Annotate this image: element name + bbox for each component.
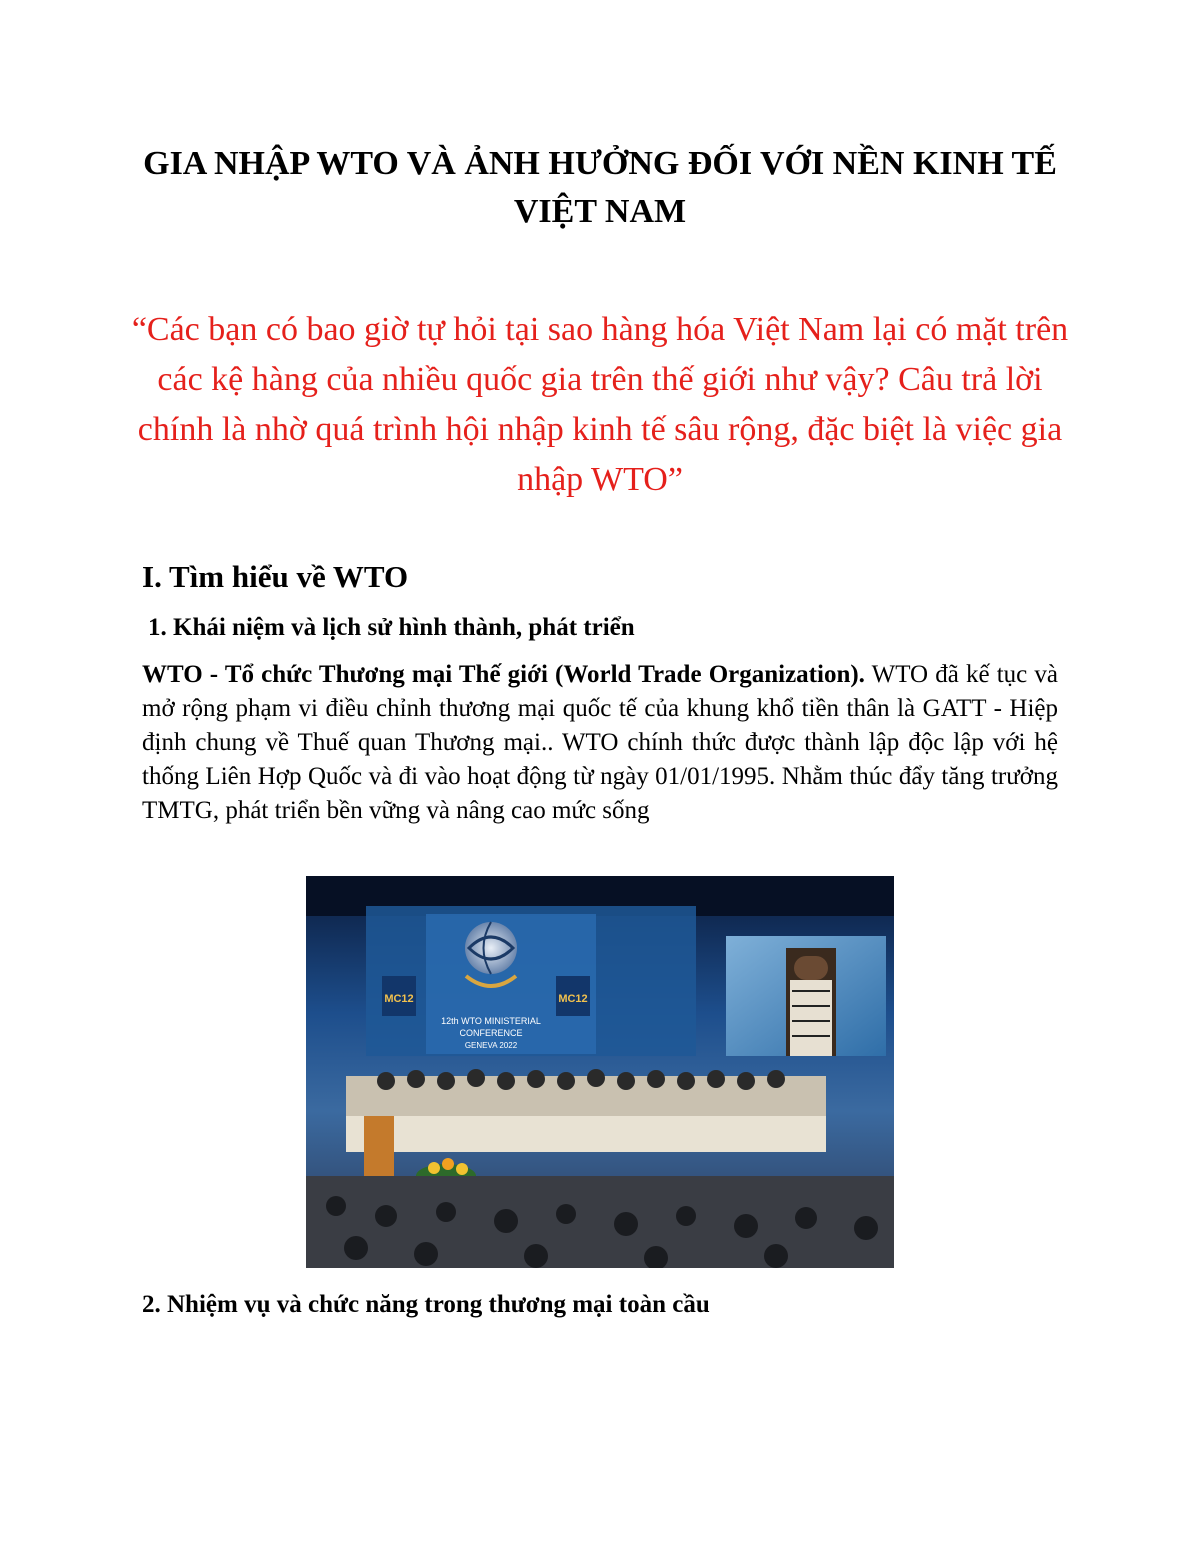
subsection-heading-concept: 1. Khái niệm và lịch sử hình thành, phát triển <box>148 614 635 641</box>
subsection-heading-functions: 2. Nhiệm vụ và chức năng trong thương mại toàn cầu <box>142 1291 710 1318</box>
document-title: GIA NHẬP WTO VÀ ẢNH HƯỞNG ĐỐI VỚI NỀN KINH TẾ VIỆT NAM <box>143 145 1057 230</box>
intro-quote: “Các bạn có bao giờ tự hỏi tại sao hàng hóa Việt Nam lại có mặt trên các kệ hàng của nhiều quốc gia trên thế giới như vậy? Câu trả lời chính là nhờ quá trình hội nhập kinh tế sâu rộng, đặc biệt là việc gia nhập WTO” <box>131 311 1069 498</box>
podium <box>364 1116 394 1176</box>
screen-text-line-2: CONFERENCE <box>459 1028 523 1038</box>
screen-text-line-3: GENEVA 2022 <box>464 1041 518 1050</box>
section-heading-wto: I. Tìm hiểu về WTO <box>142 559 409 594</box>
wto-definition-paragraph <box>142 658 1058 828</box>
wto-conference-photo <box>306 876 894 1268</box>
wto-definition-lead: WTO - Tổ chức Thương mại Thế giới (World Trade Organization). <box>142 661 865 688</box>
video-screen <box>726 936 886 1056</box>
mc12-badge-right: MC12 <box>558 993 588 1005</box>
mc12-badge-left: MC12 <box>384 993 414 1005</box>
screen-text-line-1: 12th WTO MINISTERIAL <box>441 1016 541 1026</box>
wto-definition-body: WTO đã kế tục và mở rộng phạm vi điều chỉnh thương mại quốc tế của khung khổ tiền thân là GATT - Hiệp định chung về Thuế quan Thương mại.. WTO chính thức được thành lập độc lập với hệ thống Liên Hợp Quốc và đi vào hoạt động từ ngày 01/01/1995. Nhằm thúc đẩy tăng trưởng TMTG, phát triển bền vững và nâng cao mức sống <box>142 661 1058 824</box>
